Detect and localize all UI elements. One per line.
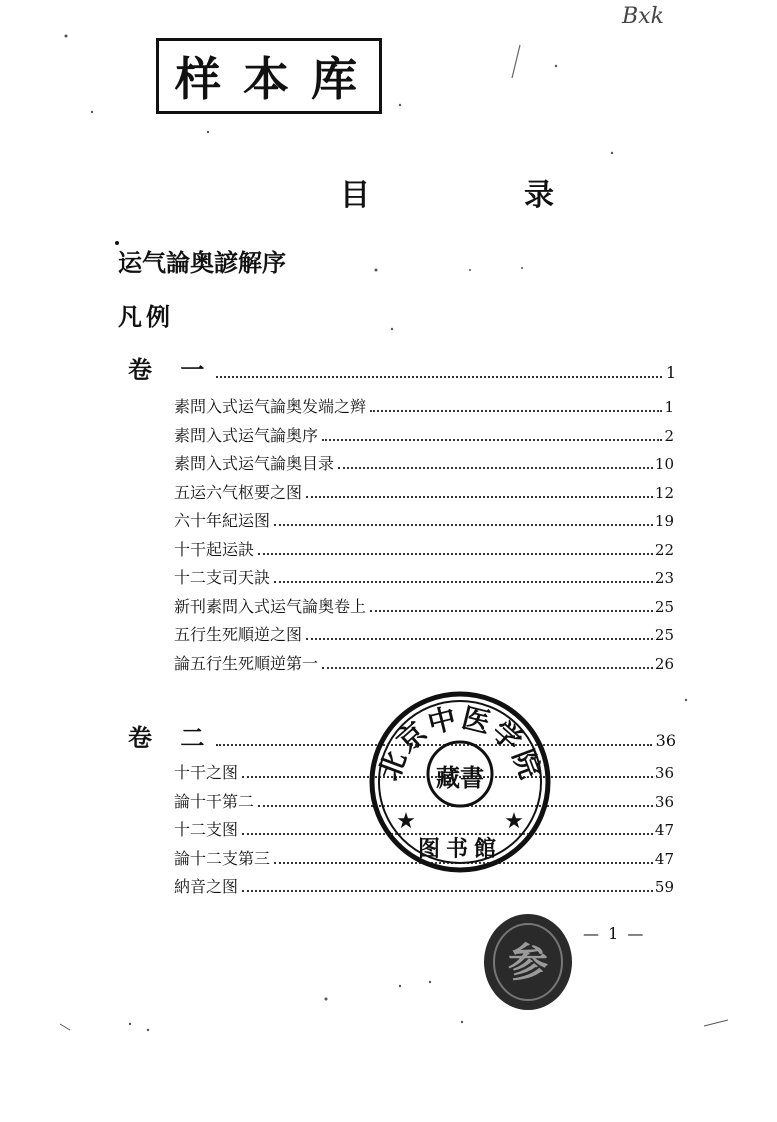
stamp-text: 样本库 xyxy=(175,52,379,106)
entry-page: 22 xyxy=(654,540,674,559)
entry-title: 論十二支第三 xyxy=(174,848,271,868)
entry-title: 十二支司天訣 xyxy=(174,568,271,587)
entry-title: 五运六气枢要之图 xyxy=(174,482,303,502)
entry-page: 2 xyxy=(664,426,674,445)
entry-title: 十干起运訣 xyxy=(174,539,255,559)
volume-label: 卷 一 xyxy=(128,355,215,384)
entry-page: 47 xyxy=(654,849,674,868)
volume-page: 1 xyxy=(665,363,676,382)
seal-star-icon: ★ xyxy=(504,809,524,834)
entry-title: 納音之图 xyxy=(174,877,239,896)
entry-page: 47 xyxy=(654,821,674,839)
entry-title: 素問入式运气論奥目录 xyxy=(174,454,335,473)
entry-title: 六十年紀运图 xyxy=(174,511,271,530)
entry-page: 36 xyxy=(654,764,674,782)
seal-center-text: 藏書 xyxy=(436,763,484,792)
guidelines-item: 凡例 xyxy=(118,302,174,331)
entry-page: 1 xyxy=(664,398,674,416)
entry-page: 12 xyxy=(654,483,674,502)
preface-item: 运气論奥諺解序 xyxy=(118,248,286,277)
entry-title: 論五行生死順逆第一 xyxy=(174,653,319,673)
entry-title: 十二支图 xyxy=(174,820,239,839)
entry-page: 36 xyxy=(654,792,674,811)
handwritten-note: Bxk xyxy=(622,4,664,29)
entry-page: 25 xyxy=(654,597,674,616)
small-seal-text: 参 xyxy=(508,939,548,986)
entry-title: 素問入式运气論奥发端之辫 xyxy=(174,397,367,416)
entry-title: 論十干第二 xyxy=(174,791,255,811)
seal-outer-text: 北京中医学院 xyxy=(372,700,548,785)
entry-page: 26 xyxy=(654,654,674,673)
page-number: — 1 — xyxy=(583,924,646,943)
volume-label: 卷 二 xyxy=(128,723,215,752)
entry-page: 19 xyxy=(654,512,674,530)
entry-page: 10 xyxy=(654,455,674,473)
entry-title: 素問入式运气論奥序 xyxy=(174,425,319,445)
seal-star-icon: ★ xyxy=(396,809,416,834)
entry-page: 25 xyxy=(654,626,674,644)
entry-title: 五行生死順逆之图 xyxy=(174,625,303,644)
page-title: 目 录 xyxy=(340,178,616,213)
entry-title: 十干之图 xyxy=(174,763,239,782)
entry-page: 59 xyxy=(654,878,674,896)
seal-bottom-text: 图书館 xyxy=(417,836,503,862)
volume-page: 36 xyxy=(655,731,676,750)
entry-title: 新刊素問入式运气論奥卷上 xyxy=(174,596,367,616)
entry-page: 23 xyxy=(654,569,674,587)
